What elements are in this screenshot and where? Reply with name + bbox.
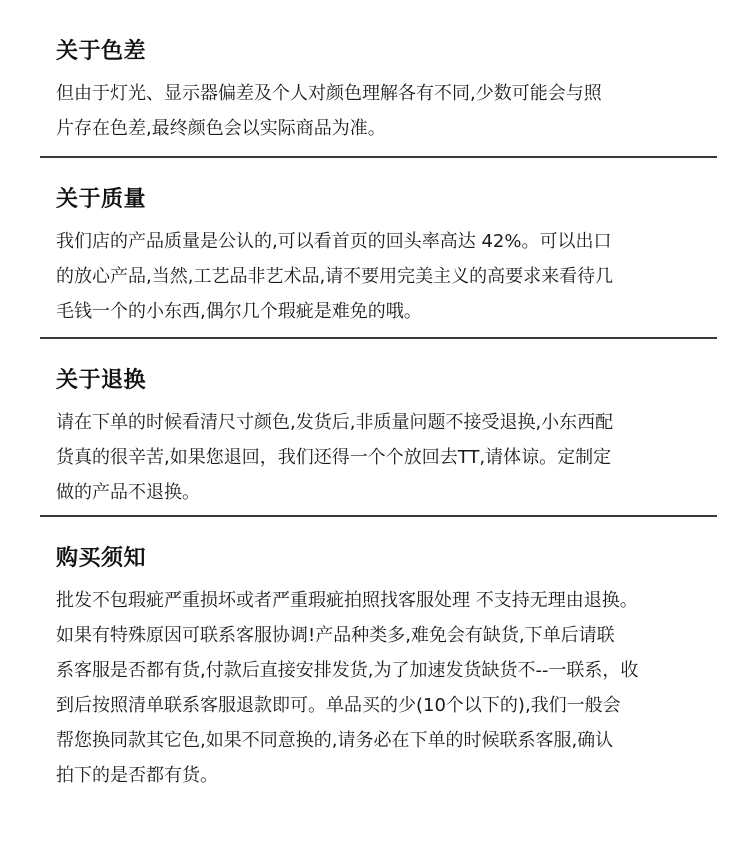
body-line: 拍下的是否都有货。 bbox=[56, 765, 218, 786]
section-title: 关于质量 bbox=[56, 187, 147, 212]
body-line: 毛钱一个的小东西,偶尔几个瑕疵是难免的哦。 bbox=[56, 301, 422, 322]
section-returns bbox=[56, 367, 726, 510]
section-body bbox=[56, 405, 726, 510]
section-body bbox=[56, 224, 726, 329]
section-color-difference bbox=[56, 38, 726, 146]
body-line: 我们店的产品质量是公认的,可以看首页的回头率高达 42%。可以出口 bbox=[56, 231, 612, 252]
section-divider bbox=[40, 156, 717, 158]
body-line: 的放心产品,当然,工艺品非艺术品,请不要用完美主义的高要求来看待几 bbox=[56, 266, 614, 287]
section-quality bbox=[56, 186, 726, 329]
section-divider bbox=[40, 337, 717, 339]
section-title: 关于色差 bbox=[56, 39, 147, 64]
section-body bbox=[56, 76, 726, 146]
body-line: 货真的很辛苦,如果您退回，我们还得一个个放回去TT,请体谅。定制定 bbox=[56, 447, 612, 468]
section-title: 关于退换 bbox=[56, 368, 147, 393]
section-divider bbox=[40, 515, 717, 517]
body-line: 帮您换同款其它色,如果不同意换的,请务必在下单的时候联系客服,确认 bbox=[56, 730, 614, 751]
section-body bbox=[56, 583, 726, 793]
body-line: 做的产品不退换。 bbox=[56, 482, 200, 503]
body-line: 但由于灯光、显示器偏差及个人对颜色理解各有不同,少数可能会与照 bbox=[56, 83, 602, 104]
section-title: 购买须知 bbox=[56, 546, 147, 571]
body-line: 如果有特殊原因可联系客服协调!产品种类多,难免会有缺货,下单后请联 bbox=[56, 625, 615, 646]
body-line: 片存在色差,最终颜色会以实际商品为准。 bbox=[56, 118, 386, 139]
section-purchase-notes bbox=[56, 545, 726, 793]
body-line: 请在下单的时候看清尺寸颜色,发货后,非质量问题不接受退换,小东西配 bbox=[56, 412, 614, 433]
body-line: 批发不包瑕疵严重损坏或者严重瑕疵拍照找客服处理 不支持无理由退换。 bbox=[56, 590, 638, 611]
body-line: 到后按照清单联系客服退款即可。单品买的少(10个以下的),我们一般会 bbox=[56, 695, 621, 716]
body-line: 系客服是否都有货,付款后直接安排发货,为了加速发货缺货不--一联系，收 bbox=[56, 660, 639, 681]
